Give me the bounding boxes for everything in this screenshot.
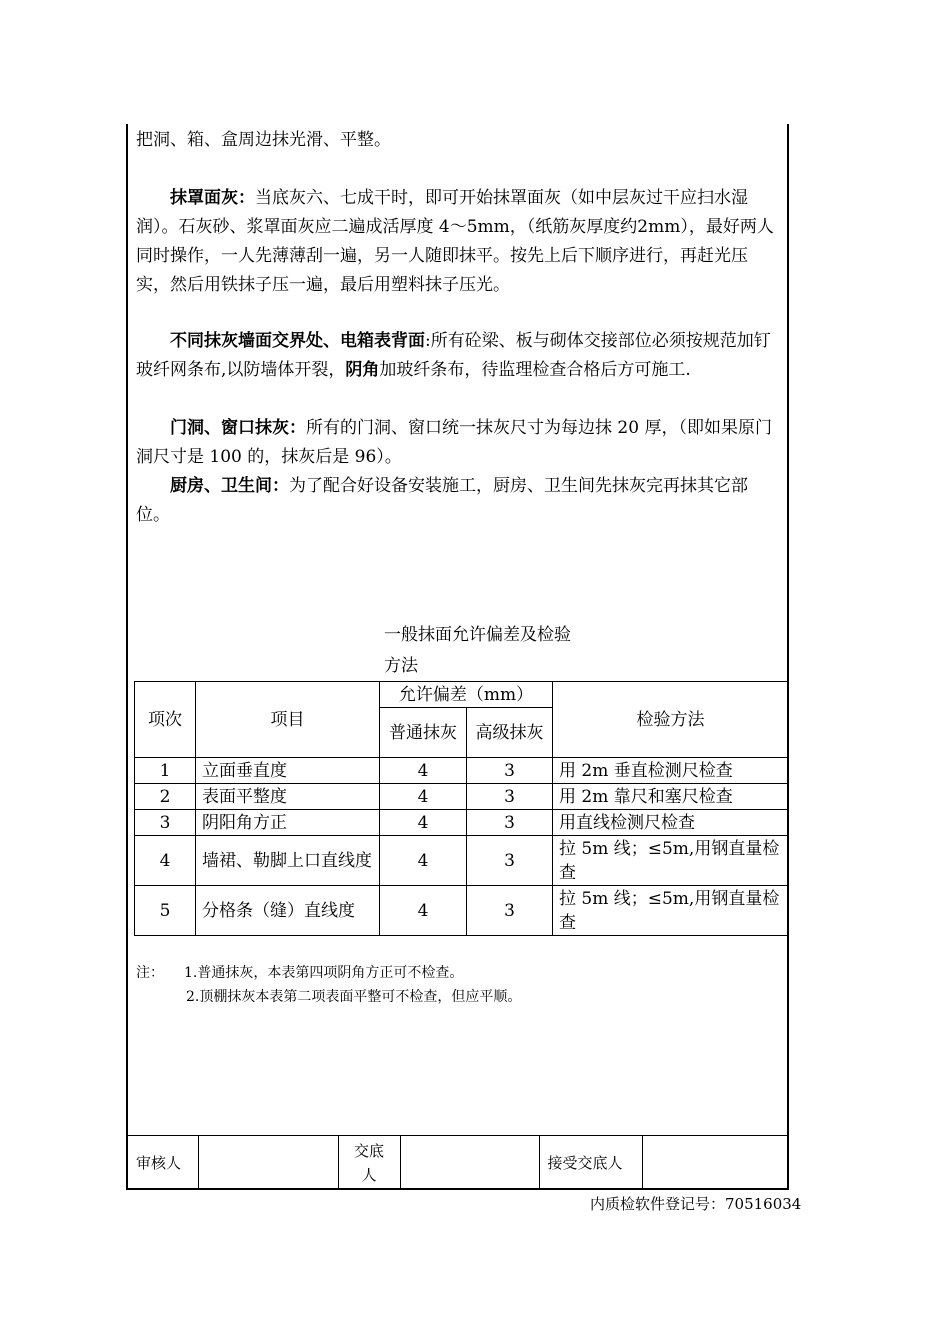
paragraph-text: 加玻纤条布，待监理检查合格后方可施工. — [379, 360, 691, 380]
cell-normal: 4 — [380, 836, 467, 886]
paragraph-text: 为了配合好设备安装施工，厨房、卫生间先抹灰完再抹其它部位。 — [136, 476, 748, 525]
cell-index: 5 — [135, 886, 196, 936]
cell-advanced: 3 — [467, 886, 553, 936]
cell-item: 立面垂直度 — [196, 758, 380, 784]
cell-index: 1 — [135, 758, 196, 784]
header-index: 项次 — [135, 682, 196, 758]
header-normal: 普通抹灰 — [380, 708, 467, 758]
registration-number: 内质检软件登记号：70516034 — [590, 1195, 802, 1213]
discloser-signature-field[interactable] — [400, 1136, 539, 1190]
cell-normal: 4 — [380, 810, 467, 836]
note-2: 2.顶棚抹灰本表第二项表面平整可不检查，但应平顺。 — [186, 989, 522, 1005]
cell-advanced: 3 — [467, 810, 553, 836]
paragraph-kitchen-bath — [136, 472, 780, 530]
cell-method: 拉 5m 线；≤5m,用钢直量检查 — [553, 886, 789, 936]
cell-index: 2 — [135, 784, 196, 810]
paragraph-text: :所有砼梁、板与砌体交接部位必须按规范加钉玻纤网条布,以防墙体开裂， — [136, 331, 771, 380]
cell-normal: 4 — [380, 784, 467, 810]
paragraph-heading: 门洞、窗口抹灰： — [170, 418, 306, 438]
discloser-label: 交底人 — [338, 1136, 400, 1190]
cell-item: 墙裙、勒脚上口直线度 — [196, 836, 380, 886]
signature-table — [128, 1135, 787, 1190]
cell-index: 3 — [135, 810, 196, 836]
tolerance-table — [134, 681, 789, 936]
header-advanced: 高级抹灰 — [467, 708, 553, 758]
cell-method: 用直线检测尺检查 — [553, 810, 789, 836]
cell-normal: 4 — [380, 886, 467, 936]
paragraph-heading: 厨房、卫生间： — [170, 476, 289, 496]
paragraph-text: 把洞、箱、盒周边抹光滑、平整。 — [136, 130, 391, 150]
cell-item: 阴阳角方正 — [196, 810, 380, 836]
note-1: 1.普通抹灰，本表第四项阴角方正可不检查。 — [184, 965, 464, 981]
cell-normal: 4 — [380, 758, 467, 784]
cell-item: 表面平整度 — [196, 784, 380, 810]
table-row — [135, 810, 789, 836]
table-caption: 一般抹面允许偏差及检验 方法 — [384, 625, 571, 676]
paragraph-text: 所有的门洞、窗口统一抹灰尺寸为每边抹 20 厚，（即如果原门洞尺寸是 100 的，抹灰后是 96）。 — [136, 418, 772, 467]
notes-label: 注： — [136, 965, 164, 981]
paragraph-door-window — [136, 414, 780, 472]
cell-method: 用 2m 垂直检测尺检查 — [553, 758, 789, 784]
cell-advanced: 3 — [467, 836, 553, 886]
paragraph-emphasis: 阴角 — [345, 360, 380, 380]
table-row — [135, 784, 789, 810]
reviewer-label: 审核人 — [128, 1136, 198, 1190]
reviewer-signature-field[interactable] — [198, 1136, 338, 1190]
table-row — [135, 886, 789, 936]
paragraph-finish-coat — [136, 184, 780, 300]
cell-advanced: 3 — [467, 784, 553, 810]
cell-method: 用 2m 靠尺和塞尺检查 — [553, 784, 789, 810]
header-item: 项目 — [196, 682, 380, 758]
header-tolerance: 允许偏差（mm） — [380, 682, 553, 708]
cell-method: 拉 5m 线；≤5m,用钢直量检查 — [553, 836, 789, 886]
cell-index: 4 — [135, 836, 196, 886]
header-method: 检验方法 — [553, 682, 789, 758]
table-row — [135, 836, 789, 886]
receiver-signature-field[interactable] — [642, 1136, 787, 1190]
receiver-label: 接受交底人 — [539, 1136, 642, 1190]
paragraph-heading: 抹罩面灰： — [170, 188, 255, 208]
paragraph-heading: 不同抹灰墙面交界处、电箱表背面 — [170, 331, 425, 351]
cell-item: 分格条（缝）直线度 — [196, 886, 380, 936]
paragraph-wall-junction — [136, 327, 780, 385]
paragraph-opening-edges — [136, 126, 780, 155]
paragraph-text: 当底灰六、七成干时，即可开始抹罩面灰（如中层灰过干应扫水湿润）。石灰砂、浆罩面灰应二遍成活厚度 4～5mm，（纸筋灰厚度约2mm），最好两人同时操作，一人先薄薄刮一遍，另一人随即抹平。按先上后下顺序进行，再赶光压实，然后用铁抹子压一遍，最后用塑料抹子压光。 — [136, 188, 774, 295]
cell-advanced: 3 — [467, 758, 553, 784]
table-row — [135, 758, 789, 784]
